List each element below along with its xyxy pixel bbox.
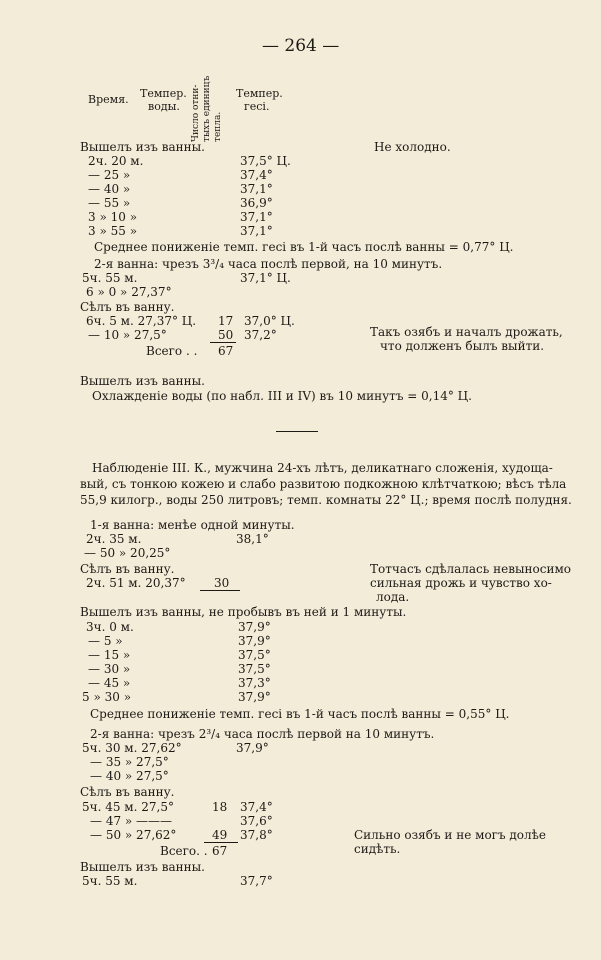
- table-row-temp: 37,5°: [238, 662, 271, 676]
- bath-title: 1-я ванна: менѣе одной минуты.: [90, 518, 295, 532]
- row-time: 5ч. 55 м.: [82, 874, 138, 888]
- row-time: 5ч. 45 м. 27,5°: [82, 800, 174, 814]
- exit-line: Вышелъ изъ ванны.: [80, 140, 205, 154]
- observation-intro: Наблюденіе III. К., мужчина 24-хъ лѣтъ, деликатнаго сложенія, худоща-: [92, 461, 553, 475]
- average-line: Среднее пониженіе темп. гесі въ 1-й часъ послѣ ванны = 0,77° Ц.: [94, 240, 514, 254]
- table-row-temp: 37,5° Ц.: [240, 154, 291, 168]
- note-line: лода.: [376, 590, 410, 604]
- row-units: 49: [212, 828, 228, 842]
- table-row-time: 5 » 30 »: [82, 690, 132, 704]
- sum-rule: [210, 342, 236, 343]
- note-line: сильная дрожь и чувство хо-: [370, 576, 552, 590]
- table-row-temp: 37,9°: [238, 620, 271, 634]
- total-value: 67: [212, 844, 228, 858]
- row-temp: 37,7°: [240, 874, 273, 888]
- row-time: 5ч. 30 м. 27,62°: [82, 741, 182, 755]
- row-time: — 47 » ———: [90, 814, 173, 828]
- row-time: 5ч. 55 м.: [82, 271, 138, 285]
- row-units: 18: [212, 800, 228, 814]
- section-divider: [276, 431, 318, 432]
- page-number: — 264 —: [262, 36, 340, 56]
- table-row-time: 3ч. 0 м.: [86, 620, 134, 634]
- table-row-time: 3 » 55 »: [88, 224, 138, 238]
- sum-rule: [200, 590, 240, 591]
- exit-line: Вышелъ изъ ванны.: [80, 860, 205, 874]
- row-line: — 50 » 20,25°: [84, 546, 171, 560]
- table-row-temp: 37,1°: [240, 224, 273, 238]
- row-temp: 37,2°: [244, 328, 277, 342]
- row-units: 50: [218, 328, 234, 342]
- note-line: Тотчасъ сдѣлалась невыносимо: [370, 562, 571, 576]
- average-line: Среднее пониженіе темп. гесі въ 1-й часъ послѣ ванны = 0,55° Ц.: [90, 707, 510, 721]
- note-line: Сильно озябъ и не могъ долѣе: [354, 828, 546, 842]
- row-time: — 50 » 27,62°: [90, 828, 177, 842]
- row-time: 6ч. 5 м. 27,37° Ц.: [86, 314, 197, 328]
- sat-in-bath: Сѣлъ въ ванну.: [80, 300, 175, 314]
- table-row-temp: 37,9°: [238, 634, 271, 648]
- row-time: 2ч. 51 м. 20,37°: [86, 576, 186, 590]
- exit-line: Вышелъ изъ ванны, не пробывъ въ ней и 1 минуты.: [80, 605, 407, 619]
- table-row-temp: 36,9°: [240, 196, 273, 210]
- row-temp: 37,8°: [240, 828, 273, 842]
- row-time: — 10 » 27,5°: [88, 328, 167, 342]
- table-row-temp: 37,4°: [240, 168, 273, 182]
- row-temp: 37,6°: [240, 814, 273, 828]
- row-temp: 38,1°: [236, 532, 269, 546]
- table-row-time: — 5 »: [88, 634, 123, 648]
- row-temp: 37,0° Ц.: [244, 314, 295, 328]
- table-row-time: — 45 »: [88, 676, 131, 690]
- table-row-time: — 40 »: [88, 182, 131, 196]
- header-body-1: Темпер.: [236, 87, 283, 100]
- header-units-3: тепла.: [213, 111, 223, 142]
- table-row-temp: 37,3°: [238, 676, 271, 690]
- header-units-2: тыхъ единицъ: [202, 75, 212, 142]
- table-row-temp: 37,5°: [238, 648, 271, 662]
- header-time: Время.: [88, 93, 129, 106]
- row-temp: 37,1° Ц.: [240, 271, 291, 285]
- row-line: 6 » 0 » 27,37°: [86, 285, 172, 299]
- table-row-time: — 25 »: [88, 168, 131, 182]
- header-body-2: гесі.: [244, 100, 270, 113]
- table-row-temp: 37,1°: [240, 210, 273, 224]
- row-time: 2ч. 35 м.: [86, 532, 142, 546]
- bath-title: 2-я ванна: чрезъ 2³/₄ часа послѣ первой на 10 минутъ.: [90, 727, 435, 741]
- table-row-temp: 37,9°: [238, 690, 271, 704]
- table-row-time: — 15 »: [88, 648, 131, 662]
- cooling-line: Охлажденіе воды (по набл. III и IV) въ 10 минутъ = 0,14° Ц.: [92, 389, 472, 403]
- row-units: 30: [214, 576, 230, 590]
- header-water-1: Темпер.: [140, 87, 187, 100]
- table-row-temp: 37,1°: [240, 182, 273, 196]
- header-water-2: воды.: [148, 100, 180, 113]
- note-not-cold: Не холодно.: [374, 140, 451, 154]
- observation-intro: вый, съ тонкою кожею и слабо развитою подкожною клѣтчаткою; вѣсъ тѣла: [80, 477, 567, 491]
- row-temp: 37,4°: [240, 800, 273, 814]
- table-row-time: — 30 »: [88, 662, 131, 676]
- total-label: Всего . .: [146, 344, 198, 358]
- note-line: сидѣть.: [354, 842, 401, 856]
- row-line: — 35 » 27,5°: [90, 755, 169, 769]
- table-row-time: 2ч. 20 м.: [88, 154, 144, 168]
- table-row-time: — 55 »: [88, 196, 131, 210]
- total-value: 67: [218, 344, 234, 358]
- row-line: — 40 » 27,5°: [90, 769, 169, 783]
- header-units-1: Число отни-: [191, 84, 201, 142]
- sum-rule: [204, 842, 238, 843]
- sat-in-bath: Сѣлъ въ ванну.: [80, 562, 175, 576]
- note-line: что долженъ былъ выйти.: [380, 339, 545, 353]
- sat-in-bath: Сѣлъ въ ванну.: [80, 785, 175, 799]
- total-label: Всего. .: [160, 844, 208, 858]
- observation-intro: 55,9 килогр., воды 250 литровъ; темп. комнаты 22° Ц.; время послѣ полудня.: [80, 493, 572, 507]
- bath-title: 2-я ванна: чрезъ 3³/₄ часа послѣ первой, на 10 минутъ.: [94, 257, 443, 271]
- table-row-time: 3 » 10 »: [88, 210, 138, 224]
- note-line: Такъ озябъ и началъ дрожать,: [370, 325, 563, 339]
- exit-line: Вышелъ изъ ванны.: [80, 374, 205, 388]
- row-temp: 37,9°: [236, 741, 269, 755]
- row-units: 17: [218, 314, 234, 328]
